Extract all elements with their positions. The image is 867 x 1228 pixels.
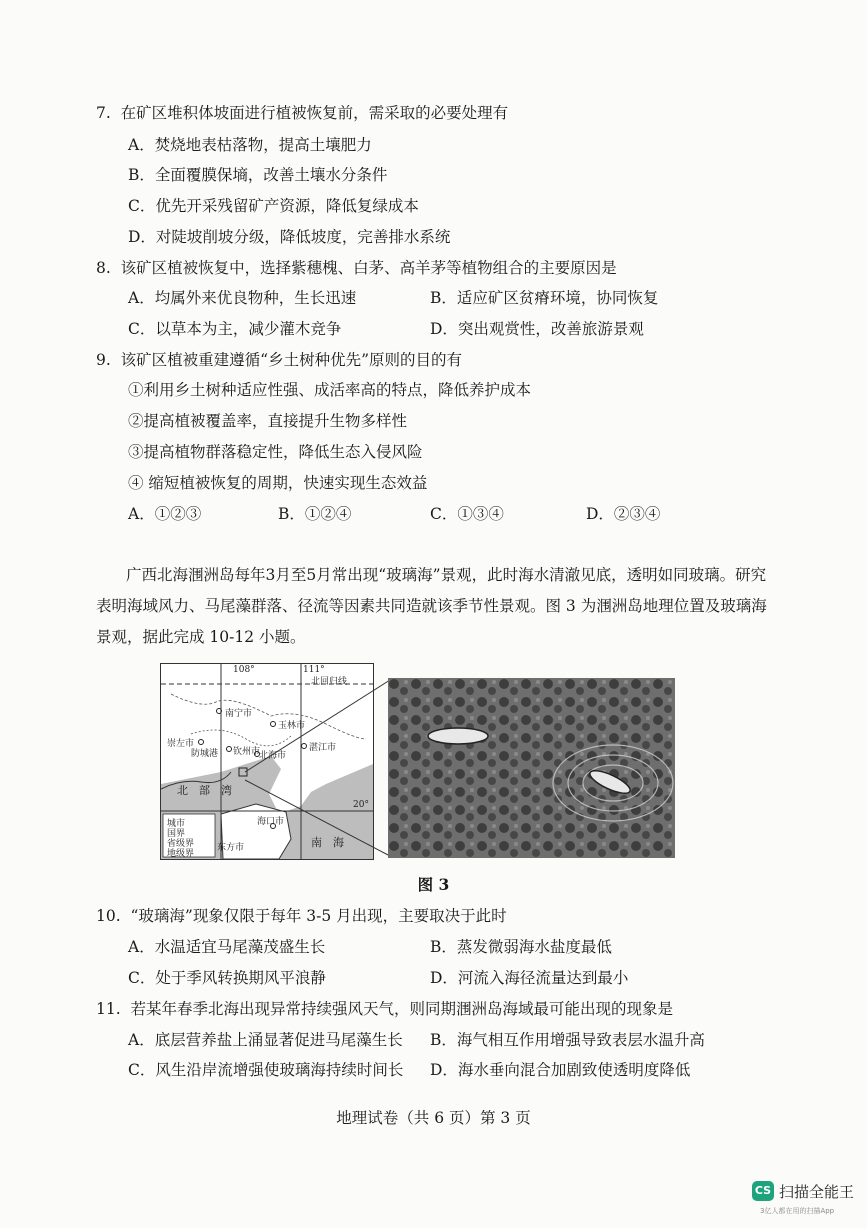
map-latitude-20: 20° xyxy=(353,800,369,810)
page-footer: 地理试卷（共 6 页）第 3 页 xyxy=(336,1109,531,1127)
map-city-zhanjiang: 湛江市 xyxy=(309,743,337,753)
question-9-option-d: D．②③④ xyxy=(586,505,661,523)
question-8-option-b: B．适应矿区贫瘠环境，协同恢复 xyxy=(430,289,659,307)
question-8-option-a: A．均属外来优良物种，生长迅速 xyxy=(128,289,357,307)
question-11-option-a: A．底层营养盐上涌显著促进马尾藻生长 xyxy=(128,1031,403,1049)
question-7-option-b: B．全面覆膜保墒，改善土壤水分条件 xyxy=(128,166,388,184)
map-legend-city: 城市 xyxy=(167,819,186,829)
map-city-yulin: 玉林市 xyxy=(278,721,306,731)
question-7-option-c: C．优先开采残留矿产资源，降低复绿成本 xyxy=(128,197,419,215)
map-sea-label: 南 海 xyxy=(311,836,344,849)
question-9-statement-3: ③提高植物群落稳定性，降低生态入侵风险 xyxy=(128,443,423,461)
reading-passage: 广西北海涠洲岛每年3月至5月常出现“玻璃海”景观，此时海水清澈见底，透明如同玻璃。研究表明海域风力、马尾藻群落、径流等因素共同造就该季节性景观。图 3 为涠洲岛地理位置及玻璃海景观，据此完成 10-12 小题。 xyxy=(96,566,767,646)
question-9-option-b: B．①②④ xyxy=(278,505,352,523)
map-city-haikou: 海口市 xyxy=(257,817,285,827)
question-9-statement-1: ①利用乡土树种适应性强、成活率高的特点，降低养护成本 xyxy=(128,381,532,399)
question-11-option-b: B．海气相互作用增强导致表层水温升高 xyxy=(430,1031,705,1049)
question-9-statement-2: ②提高植被覆盖率，直接提升生物多样性 xyxy=(128,412,408,430)
question-7-option-a: A．焚烧地表枯落物，提高土壤肥力 xyxy=(128,136,372,154)
question-7-option-d: D．对陡坡削坡分级，降低坡度，完善排水系统 xyxy=(128,228,451,246)
question-11-option-c: C．风生沿岸流增强使玻璃海持续时间长 xyxy=(128,1061,404,1079)
map-city-fangchenggang: 防城港 xyxy=(191,749,219,759)
question-8-stem: 8. 该矿区植被恢复中，选择紫穗槐、白茅、高羊茅等植物组合的主要原因是 xyxy=(96,259,617,277)
map-city-qinzhou: 钦州市 xyxy=(233,747,261,757)
map-longitude-111: 111° xyxy=(303,665,325,675)
camscanner-name: 扫描全能王 xyxy=(779,1183,855,1201)
camscanner-slogan: 3亿人都在用的扫描App xyxy=(760,1207,835,1215)
map-legend-prefecture-border: 地级界 xyxy=(167,849,195,859)
question-10-option-d: D．河流入海径流量达到最小 xyxy=(430,969,629,987)
glass-sea-photo xyxy=(388,678,675,858)
question-9-option-a: A．①②③ xyxy=(128,505,202,523)
map-longitude-108: 108° xyxy=(233,665,255,675)
map-legend-provincial-border: 省级界 xyxy=(167,839,195,849)
question-11-stem: 11. 若某年春季北海出现异常持续强风天气，则同期涠洲岛海域最可能出现的现象是 xyxy=(96,1000,674,1018)
map-city-nanning: 南宁市 xyxy=(225,709,253,719)
question-7-stem: 7. 在矿区堆积体坡面进行植被恢复前，需采取的必要处理有 xyxy=(96,104,509,122)
camscanner-logo-icon: CS xyxy=(752,1181,774,1201)
question-11-option-d: D．海水垂向混合加剧致使透明度降低 xyxy=(430,1061,691,1079)
map-city-beihai: 北海市 xyxy=(259,751,287,761)
glass-sea-image xyxy=(388,678,675,858)
map-city-dongfang: 东方市 xyxy=(217,843,245,853)
question-10-option-a: A．水温适宜马尾藻茂盛生长 xyxy=(128,938,326,956)
map-legend-national-border: 国界 xyxy=(167,829,186,839)
question-10-option-c: C．处于季风转换期风平浪静 xyxy=(128,969,326,987)
question-9-option-c: C．①③④ xyxy=(430,505,504,523)
question-10-option-b: B．蒸发微弱海水盐度最低 xyxy=(430,938,612,956)
question-9-statement-4: ④ 缩短植被恢复的周期，快速实现生态效益 xyxy=(128,474,428,492)
map-city-chongzuo: 崇左市 xyxy=(167,739,195,749)
map-tropic-label: 北回归线 xyxy=(311,677,348,687)
map-gulf-label: 北 部 湾 xyxy=(177,784,232,797)
question-10-stem: 10. “玻璃海”现象仅限于每年 3-5 月出现，主要取决于此时 xyxy=(96,907,507,925)
figure-caption: 图 3 xyxy=(417,875,450,894)
question-9-stem: 9. 该矿区植被重建遵循“乡土树种优先”原则的目的有 xyxy=(96,351,462,369)
question-8-option-d: D．突出观赏性，改善旅游景观 xyxy=(430,320,644,338)
question-8-option-c: C．以草本为主，减少灌木竞争 xyxy=(128,320,342,338)
